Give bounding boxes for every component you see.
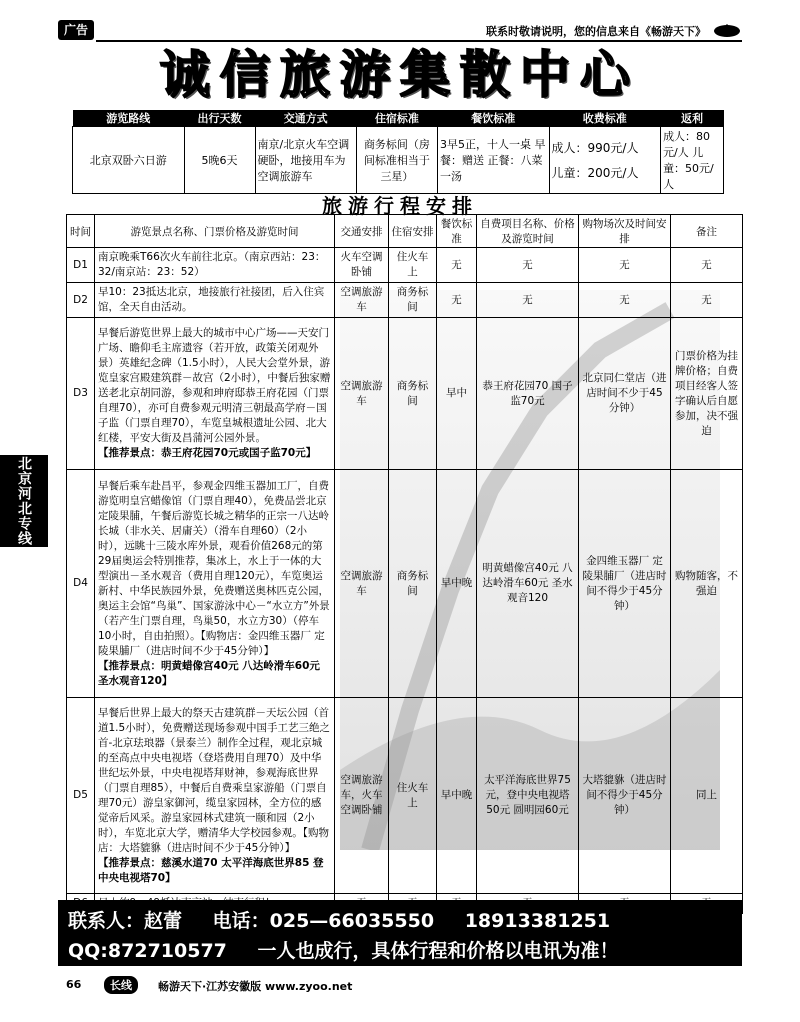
contact-slogan: 一人也成行，具体行程和价格以电讯为准！ [257,940,619,962]
schedule-table [66,214,743,914]
summary-row [73,127,724,194]
lodging-cell: 商务标间 [389,318,437,470]
top-bar [58,20,742,42]
rebate-cell: 成人：80元/人 儿童：50元/人 [661,127,724,194]
side-category-tab: 北京河北专线 [0,455,48,547]
schedule-header-cell: 购物场次及时间安排 [579,215,671,248]
extra-cell: 恭王府花园70 国子监70元 [477,318,579,470]
transport-cell: 空调旅游车 [335,318,389,470]
section-logo: 长线 [104,976,138,994]
desc-cell [95,698,335,894]
route-cell: 北京双卧六日游 [73,127,185,194]
contact-banner [58,900,742,966]
summary-header-cell: 游览路线 [73,110,185,127]
meals-cell: 3早5正，十人一桌 早餐：赠送 正餐：八菜一汤 [438,127,550,194]
lodging-cell: 住火车上 [389,698,437,894]
day-cell: D5 [67,698,95,894]
schedule-header-cell: 餐饮标准 [437,215,477,248]
recommend-text: 【推荐景点：恭王府花园70元或国子监70元】 [98,447,317,459]
day-cell: D2 [67,283,95,318]
day-cell: D1 [67,248,95,283]
table-row [67,318,743,470]
note-cell: 无 [671,248,743,283]
shopping-cell: 大塔貔貅（进店时间不得少于45分钟） [579,698,671,894]
note-cell: 门票价格为挂牌价格；自费项目经客人签字确认后自愿参加，决不强迫 [671,318,743,470]
summary-header-row [73,110,724,127]
table-row [67,283,743,318]
desc-cell [95,470,335,698]
summary-header-cell: 交通方式 [255,110,356,127]
lodging-cell: 商务标间（房间标准相当于三星） [356,127,437,194]
shopping-cell: 无 [579,248,671,283]
meals-cell: 早中 [437,318,477,470]
extra-cell: 明黄蜡像宫40元 八达岭滑车60元 圣水观音120 [477,470,579,698]
schedule-header-cell: 游览景点名称、门票价格及游览时间 [95,215,335,248]
desc-cell: 南京晚乘T66次火车前往北京。（南京西站：23：32/南京站：23：52） [95,248,335,283]
schedule-header-cell: 时间 [67,215,95,248]
contact-line-1 [68,906,634,933]
contact-person: 联系人：赵蕾 [68,910,183,932]
magazine-logo-icon [712,22,742,38]
shopping-cell: 无 [579,283,671,318]
lodging-cell: 商务标间 [389,470,437,698]
transport-cell: 空调旅游车 [335,283,389,318]
extra-cell: 无 [477,248,579,283]
summary-header-cell: 收费标准 [549,110,661,127]
summary-header-cell: 住宿标准 [356,110,437,127]
extra-cell: 太平洋海底世界75元，登中央电视塔50元 圆明园60元 [477,698,579,894]
recommend-text: 【推荐景点：慈溪水道70 太平洋海底世界85 登中央电视塔70】 [98,856,324,884]
transport-cell: 南京/北京火车空调硬卧，地接用车为空调旅游车 [255,127,356,194]
summary-header-cell: 出行天数 [184,110,255,127]
page-number: 66 [66,978,82,991]
desc-text: 早餐后乘车赴昌平，参观金四维玉器加工厂，自费游览明皇宫蜡像馆（门票自理40），免费品尝北京定陵果脯，午餐后游览长城之精华的正宗一八达岭长城（非水关、居庸关）（滑车自理60）（2小时），远眺十三陵水库外景，观看价值268元的第29届奥运会特别推荐，集冰上，水上于一体的大型演出－圣水观音（费用自理120元），车览奥运新村、中华民族园外景，免费赠送奥林匹克公园，奥运主会馆“鸟巢”、国家游泳中心－“水立方”外景（若产生门票自理，鸟巢50，水立方30）（停车10小时，自由拍照）。【购物店：金四维玉器厂 定陵果脯厂（进店时间不少于45分钟）】 [98,479,330,657]
schedule-header-cell: 备注 [671,215,743,248]
schedule-header-cell: 住宿安排 [389,215,437,248]
table-row [67,470,743,698]
meals-cell: 无 [437,248,477,283]
meals-cell: 早中晚 [437,698,477,894]
summary-table [72,110,724,194]
magazine-name: 畅游天下·江苏安徽版 www.zyoo.net [158,980,353,993]
summary-header-cell: 餐饮标准 [438,110,550,127]
recommend-text: 【推荐景点：明黄蜡像宫40元 八达岭滑车60元 圣水观音120】 [98,659,320,687]
shopping-cell: 金四维玉器厂 定陵果脯厂（进店时间不得少于45分钟） [579,470,671,698]
lodging-cell: 住火车上 [389,248,437,283]
page-footer [58,978,742,994]
meals-cell: 早中晚 [437,470,477,698]
summary-header-cell: 返利 [661,110,724,127]
price-cell [549,127,661,194]
source-notice: 联系时敬请说明，您的信息来自《畅游天下》 [486,25,706,38]
day-cell: D3 [67,318,95,470]
desc-cell [95,318,335,470]
extra-cell: 无 [477,283,579,318]
contact-qq: QQ:872710577 [68,940,227,962]
desc-text: 早餐后游览世界上最大的城市中心广场——天安门广场、瞻仰毛主席遗容（若开放，政策关闭观外景）英雄纪念碑（1.5小时），人民大会堂外景，游览皇家宫殿建筑群－故宫（2小时），中餐后独家赠送老北京胡同游，参观和珅府邸恭王府花园（门票自理70），亦可自费参观元明清三朝最高学府－国子监（门票自理70），车览皇城根遗址公园、北大红楼，平安大街及昌蒲河公园外景。 [98,327,331,444]
schedule-header-cell: 自费项目名称、价格及游览时间 [477,215,579,248]
schedule-title: 旅游行程安排 [322,194,478,218]
price-adult: 成人：990元/人 [551,141,639,155]
note-cell: 购物随客，不强迫 [671,470,743,698]
day-cell: D4 [67,470,95,698]
shopping-cell: 北京同仁堂店（进店时间不少于45分钟） [579,318,671,470]
transport-cell: 火车空调卧铺 [335,248,389,283]
contact-line-2 [68,936,643,963]
schedule-header-cell: 交通安排 [335,215,389,248]
schedule-header-row [67,215,743,248]
desc-cell: 早10：23抵达北京，地接旅行社接团，后入住宾馆，全天自由活动。 [95,283,335,318]
transport-cell: 空调旅游车，火车空调卧铺 [335,698,389,894]
lodging-cell: 商务标间 [389,283,437,318]
meals-cell: 无 [437,283,477,318]
transport-cell: 空调旅游车 [335,470,389,698]
top-divider [96,40,742,42]
days-cell: 5晚6天 [184,127,255,194]
page-title: 诚信旅游集散中心 [160,46,640,104]
price-child: 儿童：200元/人 [551,166,639,180]
table-row [67,248,743,283]
contact-phone: 电话：025—66035550 [212,910,435,932]
desc-text: 早餐后世界上最大的祭天古建筑群－天坛公园（首道1.5小时），免费赠送现场参观中国手工艺三绝之首-北京珐琅器（景泰兰）制作全过程，观北京城的至高点中央电视塔（登塔费用自理70）及中华世纪坛外景，中央电视塔拜财神，参观海底世界（门票自理85），中餐后自费乘皇家游船（门票自理70元）游皇家御河，缆皇家园林，全方位的感觉帝后风采。游皇家园林式建筑一颐和园（2小时），车览北京大学，赠清华大学校园参观。【购物店：大塔貔貅（进店时间不少于45分钟）】 [98,706,330,854]
contact-mobile: 18913381251 [464,910,611,932]
ad-label: 广告 [58,20,94,40]
note-cell: 无 [671,283,743,318]
table-row [67,698,743,894]
note-cell: 同上 [671,698,743,894]
